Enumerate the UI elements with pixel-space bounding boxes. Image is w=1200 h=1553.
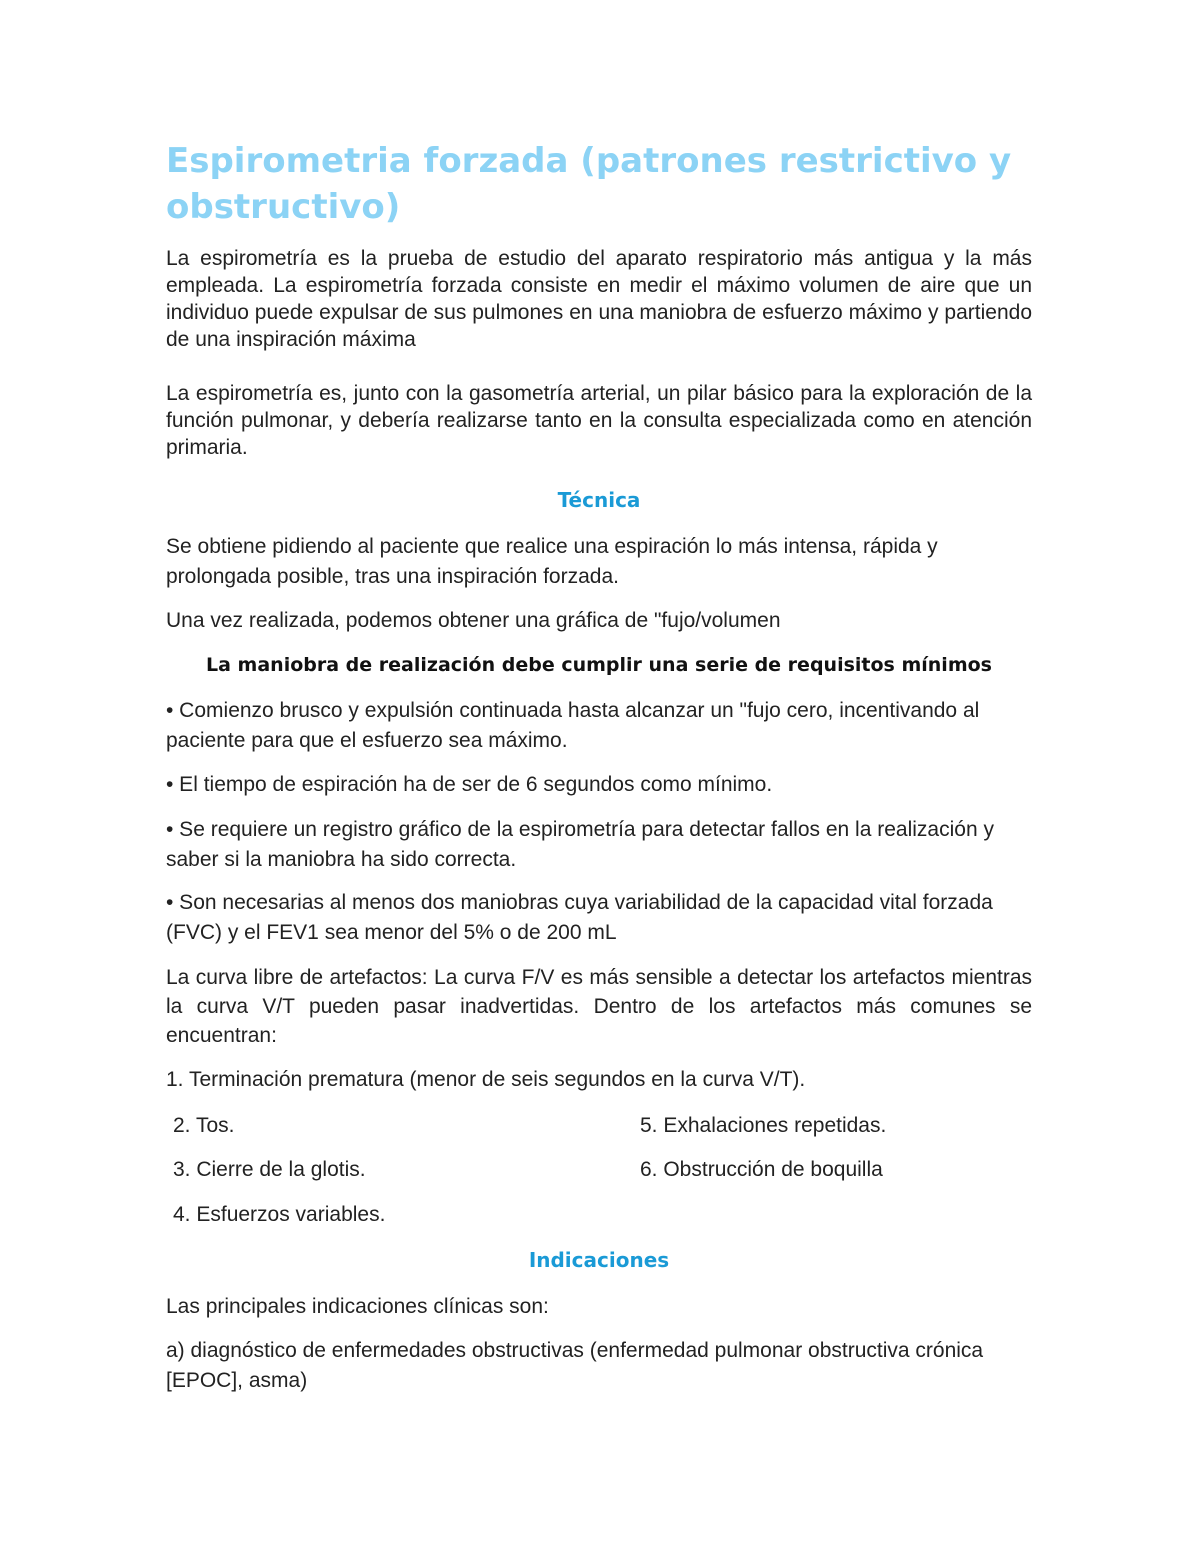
requisito-bullet: • Son necesarias al menos dos maniobras cuya variabilidad de la capacidad vital forzada (FVC) y el FEV1 sea menor del 5% o de 200 mL bbox=[166, 891, 993, 944]
requisito-bullet: • El tiempo de espiración ha de ser de 6 segundos como mínimo. bbox=[166, 773, 773, 796]
section-heading-indicaciones: Indicaciones bbox=[528, 1248, 670, 1272]
tecnica-paragraph-2: Una vez realizada, podemos obtener una gráfica de "fujo/volumen bbox=[166, 609, 781, 632]
artefacto-item: 3. Cierre de la glotis. bbox=[173, 1158, 366, 1181]
artefacto-item: 6. Obstrucción de boquilla bbox=[640, 1158, 883, 1181]
requisitos-heading: La maniobra de realización debe cumplir una serie de requisitos mínimos bbox=[206, 654, 992, 676]
indicaciones-intro: Las principales indicaciones clínicas son: bbox=[166, 1295, 549, 1318]
artefacto-item: 4. Esfuerzos variables. bbox=[173, 1203, 386, 1226]
artefactos-paragraph: La curva libre de artefactos: La curva F/V es más sensible a detectar los artefactos mientras la curva V/T pueden pasar inadvertidas. Dentro de los artefactos más comunes se encuentran: bbox=[166, 966, 1032, 1047]
indicaciones-item-a: a) diagnóstico de enfermedades obstructivas (enfermedad pulmonar obstructiva crónica [EPOC], asma) bbox=[166, 1339, 984, 1392]
requisito-bullet: • Se requiere un registro gráfico de la espirometría para detectar fallos en la realización y saber si la maniobra ha sido correcta. bbox=[166, 818, 994, 871]
artefacto-item: 2. Tos. bbox=[173, 1114, 235, 1137]
section-heading-tecnica: Técnica bbox=[557, 488, 641, 512]
artefacto-item: 1. Terminación prematura (menor de seis segundos en la curva V/T). bbox=[166, 1068, 806, 1091]
intro-paragraph-1: La espirometría es la prueba de estudio del aparato respiratorio más antigua y la más empleada. La espirometría forzada consiste en medir el máximo volumen de aire que un individuo puede expulsar de sus pulmones en una maniobra de esfuerzo máximo y partiendo de una inspiración máxima bbox=[166, 247, 1032, 351]
artefacto-item: 5. Exhalaciones repetidas. bbox=[640, 1114, 887, 1137]
intro-paragraph-2: La espirometría es, junto con la gasometría arterial, un pilar básico para la exploración de la función pulmonar, y debería realizarse tanto en la consulta especializada como en atención primaria. bbox=[166, 382, 1032, 459]
document-title: Espirometria forzada (patrones restrictivo y obstructivo) bbox=[166, 141, 1012, 227]
requisito-bullet: • Comienzo brusco y expulsión continuada hasta alcanzar un "fujo cero, incentivando al paciente para que el esfuerzo sea máximo. bbox=[166, 699, 980, 752]
tecnica-paragraph-1: Se obtiene pidiendo al paciente que realice una espiración lo más intensa, rápida y prolongada posible, tras una inspiración forzada. bbox=[166, 535, 938, 588]
